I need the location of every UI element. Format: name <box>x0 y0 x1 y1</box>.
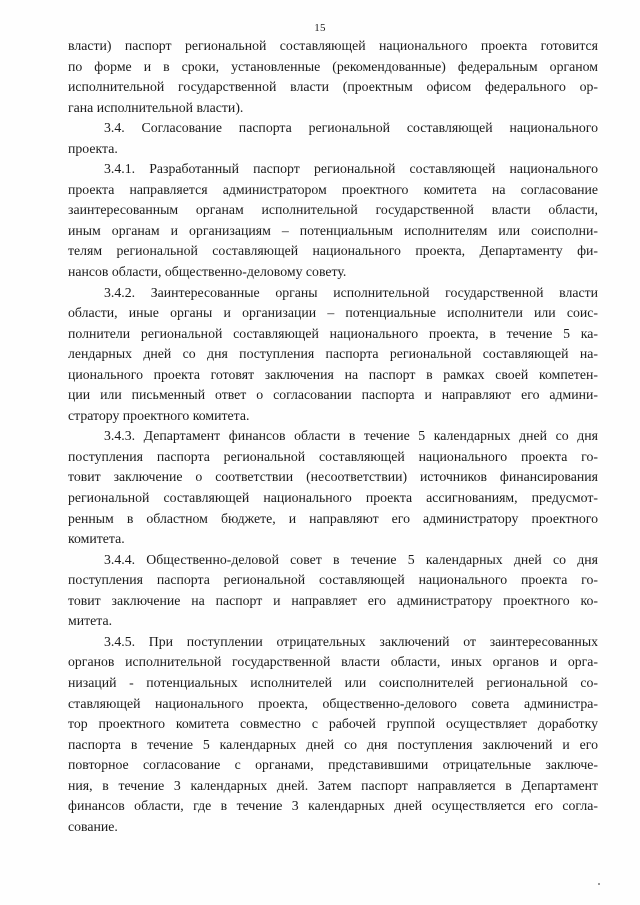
text-line: митета. <box>68 613 113 629</box>
text-line: стратору проектного комитета. <box>68 407 250 423</box>
text-line: телям региональной составляющей национального проекта, Департаменту фи- <box>68 243 598 259</box>
text-line: ставляющей национального проекта, общественно-делового совета администра- <box>68 695 598 711</box>
text-line: 3.4.1. Разработанный паспорт региональной составляющей национального <box>104 161 598 177</box>
paragraph-3-4 <box>68 118 598 159</box>
page-number: 15 <box>314 22 326 34</box>
text-line: гана исполнительной власти). <box>68 99 244 115</box>
scan-speck <box>598 883 600 885</box>
paragraph-3-4-1 <box>68 159 598 282</box>
paragraph-3-4-5 <box>68 632 598 837</box>
paragraph-3-4-3 <box>68 426 598 549</box>
text-line: паспорта в течение 5 календарных дней со дня поступления заключений и его <box>68 736 598 752</box>
text-line: 3.4.2. Заинтересованные органы исполнительной государственной власти <box>104 284 598 300</box>
text-line: 3.4. Согласование паспорта региональной составляющей национального <box>104 120 598 136</box>
text-line: поступления паспорта региональной составляющей национального проекта го- <box>68 448 598 464</box>
paragraph-3-4-2 <box>68 283 598 427</box>
text-line: лендарных дней со дня поступления паспорта региональной составляющей на- <box>68 346 598 362</box>
text-line: органов исполнительной государственной власти области, иных органов и орга- <box>68 654 598 670</box>
text-line: ренным в областном бюджете, и направляют его администратору проектного <box>68 510 598 526</box>
text-line: финансов области, где в течение 3 календарных дней осуществляется его согла- <box>68 798 598 814</box>
document-body <box>68 36 598 837</box>
paragraph-3-4-4 <box>68 550 598 632</box>
text-line: поступления паспорта региональной составляющей национального проекта го- <box>68 572 598 588</box>
text-line: товит заключение о соответствии (несоответствии) источников финансирования <box>68 469 598 485</box>
text-line: 3.4.4. Общественно-деловой совет в течение 5 календарных дней со дня <box>104 551 598 567</box>
text-line: низаций - потенциальных исполнителей или соисполнителей региональной со- <box>68 674 598 690</box>
text-line: власти) паспорт региональной составляющей национального проекта готовится <box>68 38 598 53</box>
text-line: ционального проекта готовят заключения на паспорт в рамках своей компетен- <box>68 366 598 382</box>
text-line: исполнительной государственной власти (проектным офисом федерального ор- <box>68 79 598 95</box>
text-line: ции или письменный ответ о согласовании паспорта и направляют его админи- <box>68 387 598 403</box>
text-line: нансов области, общественно-деловому совету. <box>68 264 347 280</box>
text-line: проекта направляется администратором проектного комитета на согласование <box>68 181 598 197</box>
text-line: комитета. <box>68 531 125 547</box>
text-line: иным органам и организациям – потенциальным исполнителям или соисполни- <box>68 222 598 238</box>
text-line: по форме и в сроки, установленные (рекомендованные) федеральным органом <box>68 58 598 74</box>
text-line: ния, в течение 3 календарных дней. Затем паспорт направляется в Департамент <box>68 777 598 793</box>
text-line: товит заключение на паспорт и направляет его администратору проектного ко- <box>68 592 598 608</box>
text-line: 3.4.5. При поступлении отрицательных заключений от заинтересованных <box>104 633 598 649</box>
text-line: 3.4.3. Департамент финансов области в течение 5 календарных дней со дня <box>104 428 598 444</box>
text-line: полнители региональной составляющей национального проекта, в течение 5 ка- <box>68 325 598 341</box>
text-line: тор проектного комитета совместно с рабочей группой осуществляет доработку <box>68 716 598 732</box>
text-line: повторное согласование с органами, представившими отрицательные заключе- <box>68 757 598 773</box>
paragraph-continuation <box>68 36 598 118</box>
text-line: заинтересованным органам исполнительной государственной власти области, <box>68 202 598 218</box>
text-line: региональной составляющей национального проекта ассигнованиям, предусмот- <box>68 490 598 506</box>
text-line: проекта. <box>68 140 118 156</box>
text-line: сование. <box>68 818 118 834</box>
text-line: области, иные органы и организации – потенциальные исполнители или соис- <box>68 305 598 321</box>
